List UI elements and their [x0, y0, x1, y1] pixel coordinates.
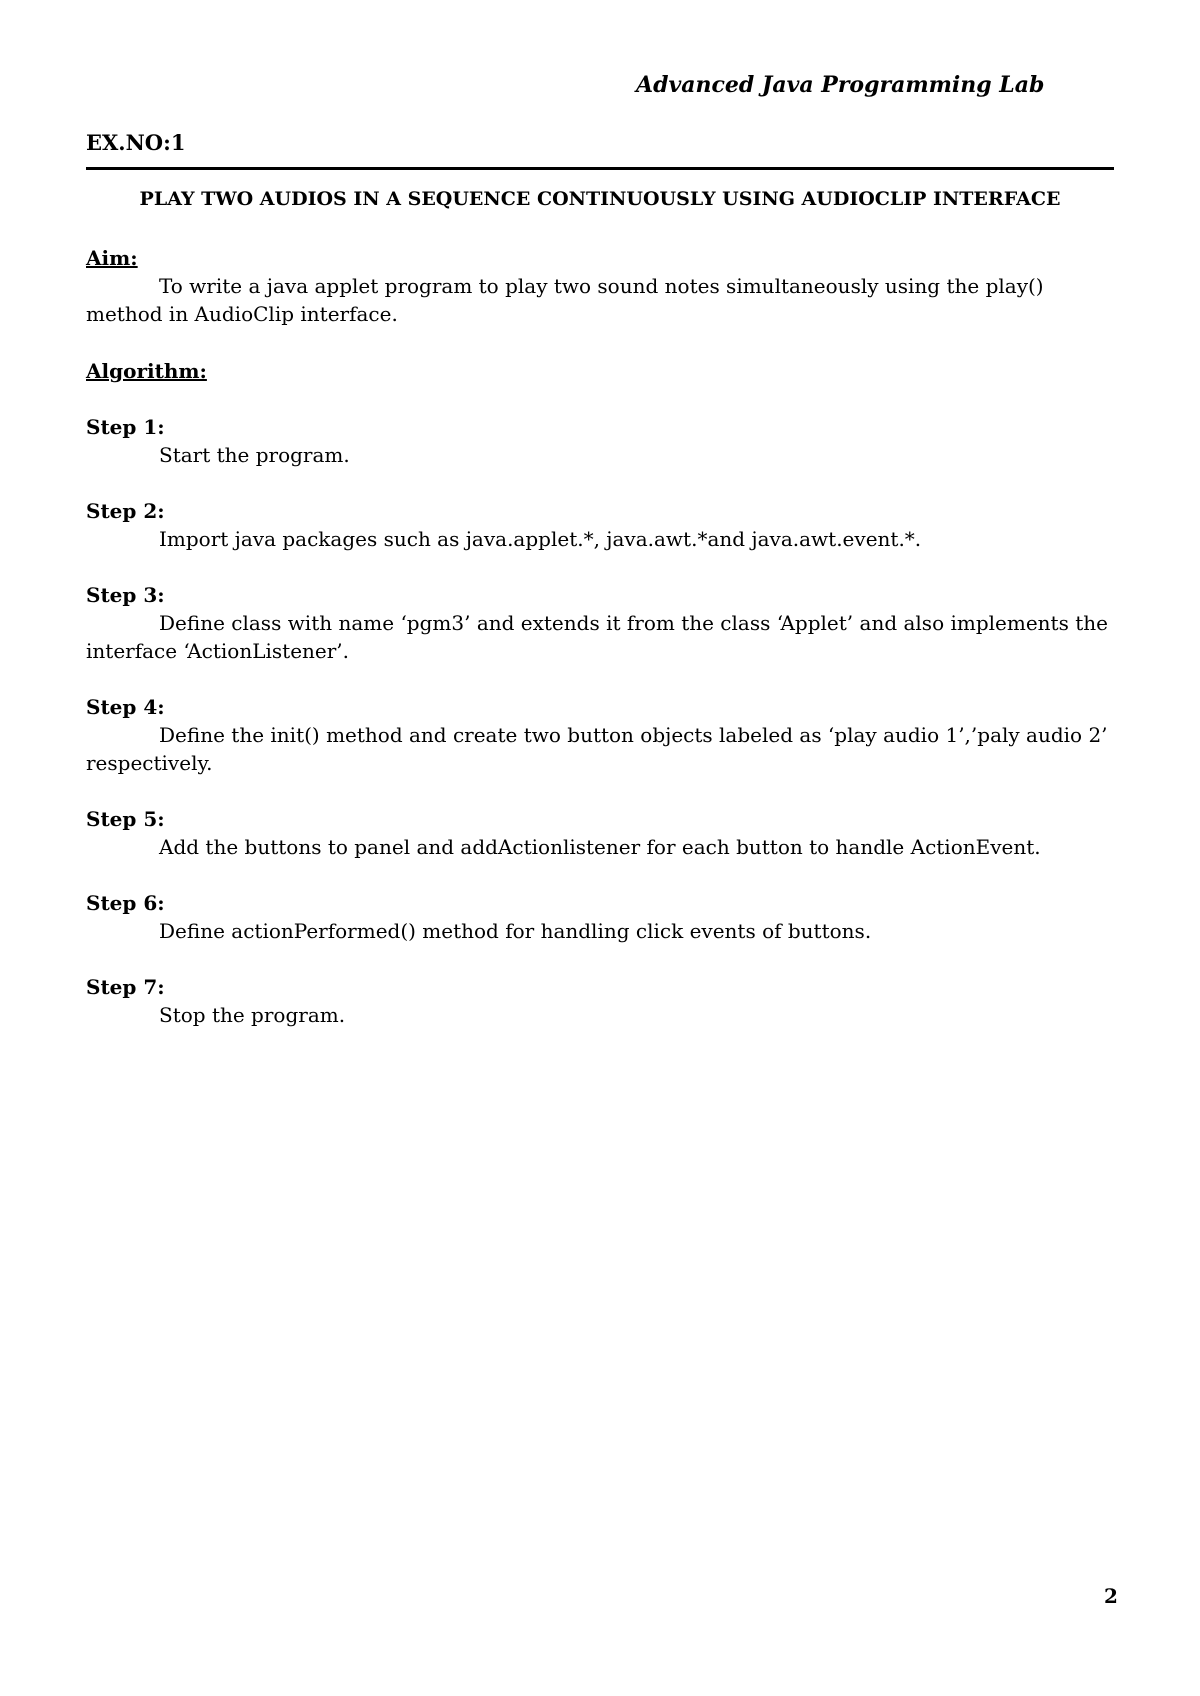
step-5 [86, 805, 1126, 861]
step-4 [86, 693, 1126, 777]
document-body [86, 244, 1126, 1029]
step-label: Step 1: [86, 415, 165, 439]
step-text: Define class with name ‘pgm3’ and extends it from the class ‘Applet’ and also implements the interface ‘ActionListener’. [86, 611, 1108, 663]
step-6 [86, 889, 1126, 945]
exercise-title: PLAY TWO AUDIOS IN A SEQUENCE CONTINUOUSLY USING AUDIOCLIP INTERFACE [139, 188, 1061, 210]
header-rule [86, 167, 1114, 170]
step-label: Step 3: [86, 583, 165, 607]
step-text: Define the init() method and create two button objects labeled as ‘play audio 1’,’paly audio 2’ respectively. [86, 723, 1108, 775]
step-text: Stop the program. [159, 1003, 346, 1027]
step-text: Define actionPerformed() method for handling click events of buttons. [159, 919, 872, 943]
page-number: 2 [1104, 1584, 1118, 1608]
step-3 [86, 581, 1126, 665]
step-label: Step 5: [86, 807, 165, 831]
step-label: Step 2: [86, 499, 165, 523]
aim-text: To write a java applet program to play two sound notes simultaneously using the play() method in AudioClip interface. [86, 274, 1044, 326]
step-2 [86, 497, 1126, 553]
step-text: Start the program. [159, 443, 350, 467]
step-label: Step 4: [86, 695, 165, 719]
step-text: Add the buttons to panel and addActionlistener for each button to handle ActionEvent. [159, 835, 1041, 859]
step-text: Import java packages such as java.applet.*, java.awt.*and java.awt.event.*. [159, 527, 922, 551]
running-header: Advanced Java Programming Lab [636, 72, 1045, 98]
step-label: Step 6: [86, 891, 165, 915]
exercise-number: EX.NO:1 [86, 130, 186, 155]
step-label: Step 7: [86, 975, 165, 999]
step-1 [86, 413, 1126, 469]
algorithm-heading: Algorithm: [86, 359, 207, 383]
step-7 [86, 973, 1126, 1029]
aim-heading: Aim: [86, 246, 138, 270]
